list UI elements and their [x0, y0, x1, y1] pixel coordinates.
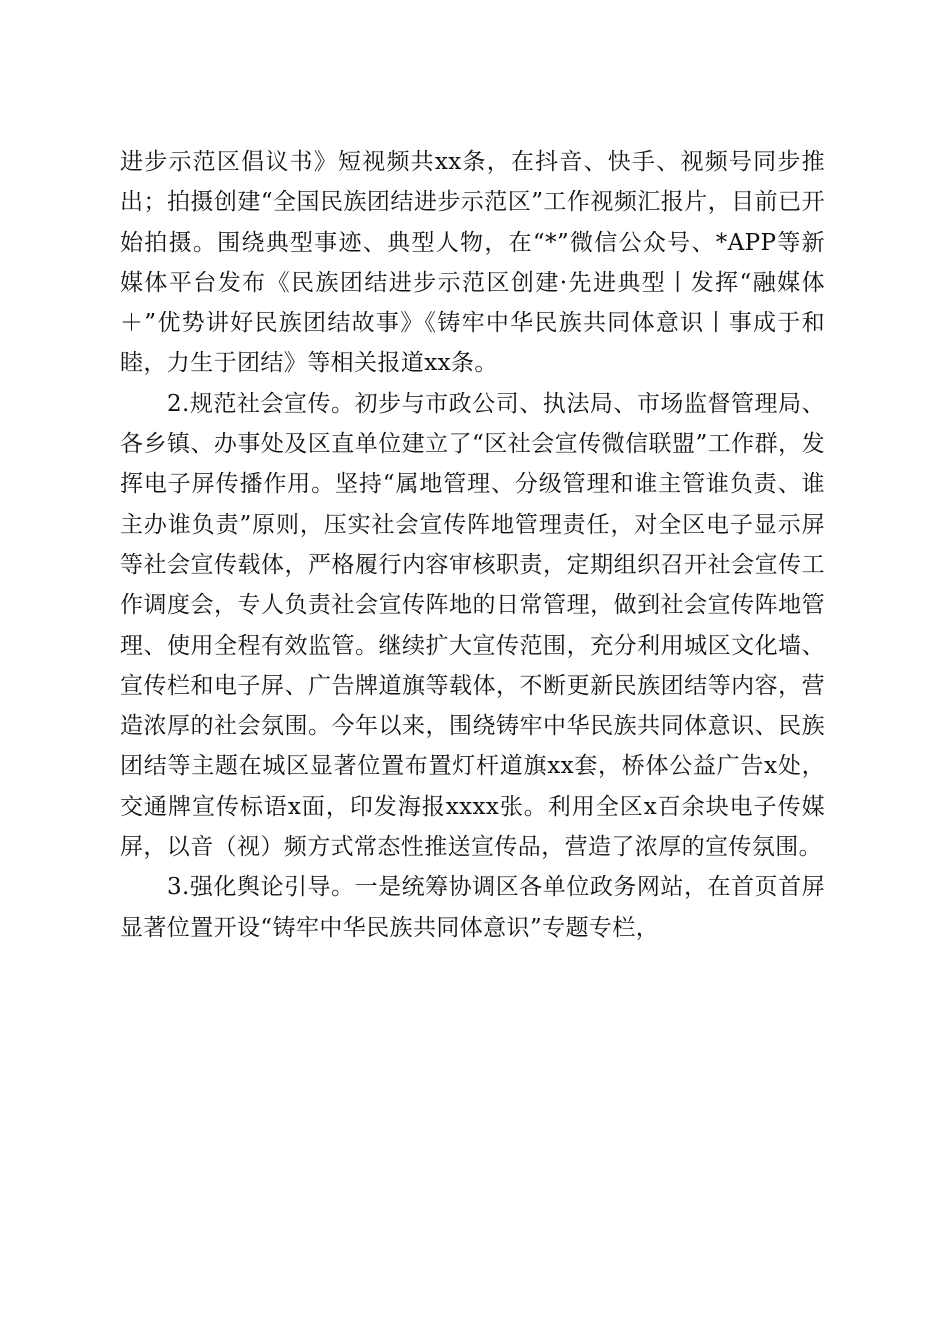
paragraph-social-publicity: 2.规范社会宣传。初步与市政公司、执法局、市场监督管理局、各乡镇、办事处及区直单位建立了“区社会宣传微信联盟”工作群，发挥电子屏传播作用。坚持“属地管理、分级管理和谁主管谁负责、谁主办谁负责”原则，压实社会宣传阵地管理责任，对全区电子显示屏等社会宣传载体，严格履行内容审核职责，定期组织召开社会宣传工作调度会，专人负责社会宣传阵地的日常管理，做到社会宣传阵地管理、使用全程有效监管。继续扩大宣传范围，充分利用城区文化墙、宣传栏和电子屏、广告牌道旗等载体，不断更新民族团结等内容，营造浓厚的社会氛围。今年以来，围绕铸牢中华民族共同体意识、民族团结等主题在城区显著位置布置灯杆道旗xx套，桥体公益广告x处，交通牌宣传标语x面，印发海报xxxx张。利用全区x百余块电子传媒屏，以音（视）频方式常态性推送宣传品，营造了浓厚的宣传氛围。: [120, 390, 825, 861]
paragraph-public-opinion: 3.强化舆论引导。一是统筹协调区各单位政务网站，在首页首屏显著位置开设“铸牢中华民族共同体意识”专题专栏，: [120, 874, 825, 941]
paragraph-media-reports: 进步示范区倡议书》短视频共xx条，在抖音、快手、视频号同步推出；拍摄创建“全国民族团结进步示范区”工作视频汇报片，目前已开始拍摄。围绕典型事迹、典型人物，在“*”微信公众号、*APP等新媒体平台发布《民族团结进步示范区创建·先进典型丨发挥“融媒体＋”优势讲好民族团结故事》《铸牢中华民族共同体意识丨事成于和睦，力生于团结》等相关报道xx条。: [120, 149, 825, 377]
document-body: [120, 142, 825, 948]
